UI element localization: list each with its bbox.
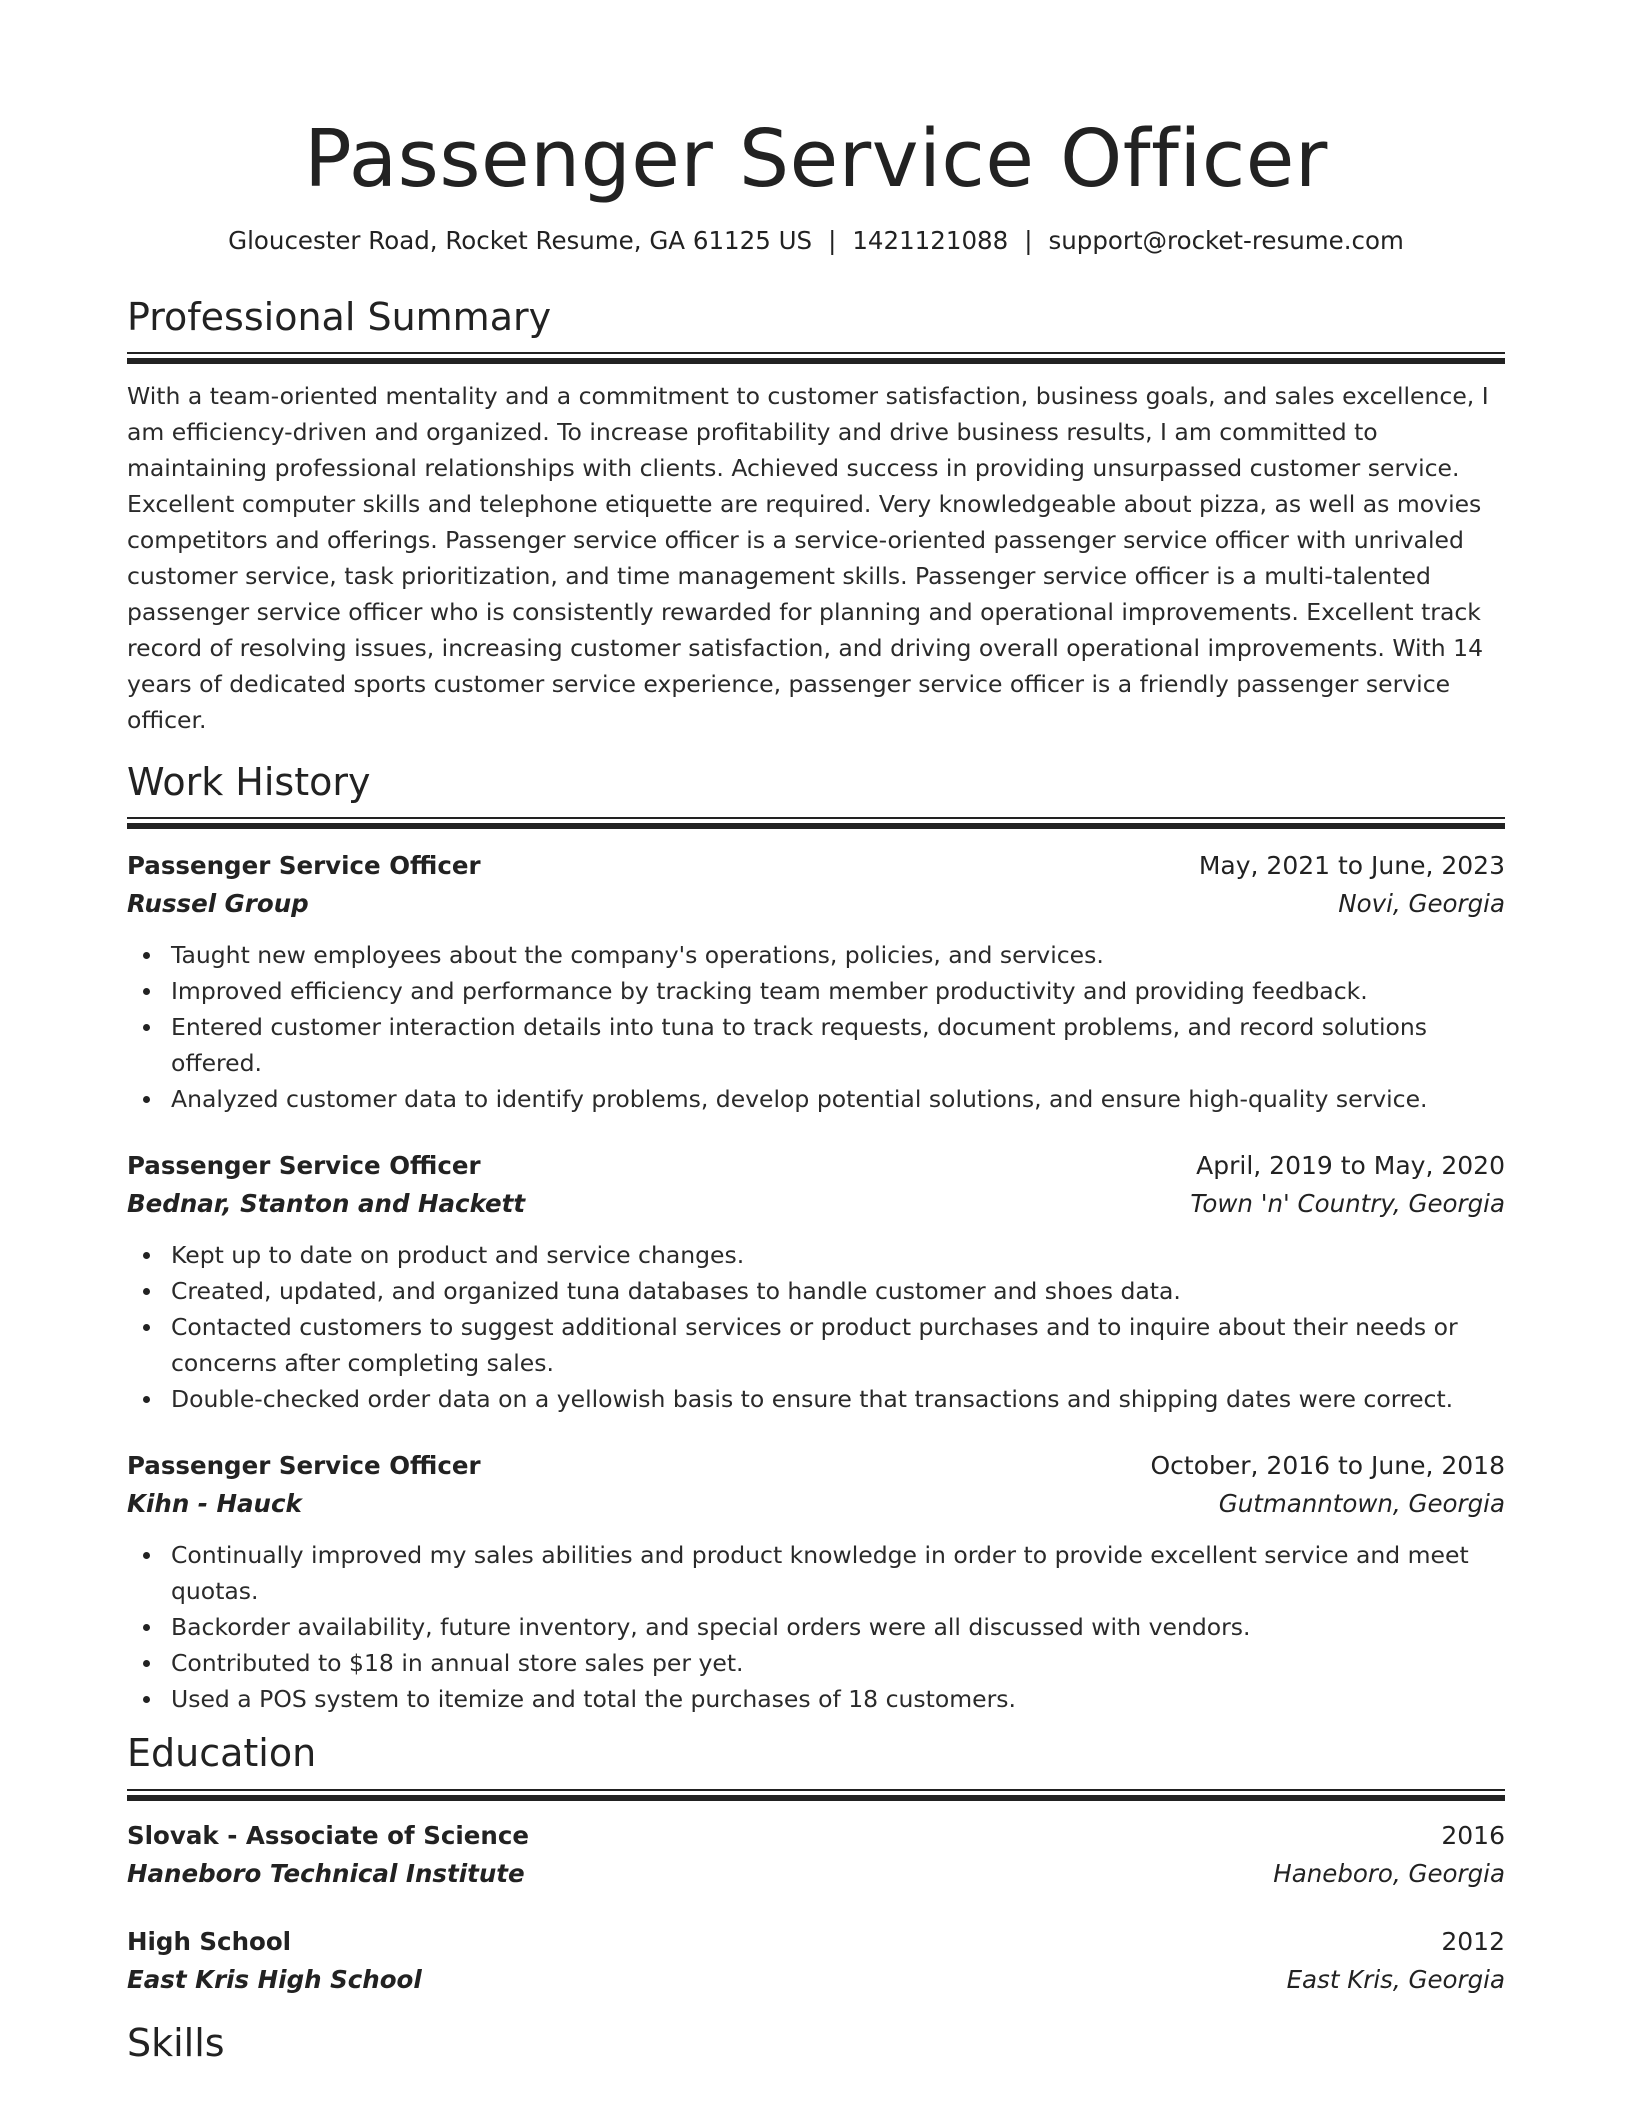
- job-company-row: [127, 885, 1505, 923]
- education-location: Haneboro, Georgia: [1273, 1859, 1505, 1889]
- education-school-row: [127, 1961, 1505, 1999]
- education-section: [127, 1731, 1505, 1999]
- education-degree: High School: [127, 1927, 292, 1957]
- job-bullet: Created, updated, and organized tuna databases to handle customer and shoes data.: [171, 1273, 1505, 1309]
- education-location: East Kris, Georgia: [1286, 1965, 1505, 1995]
- job-company-row: [127, 1485, 1505, 1523]
- job-header-row: [127, 847, 1505, 885]
- job-header-row: [127, 1147, 1505, 1185]
- contact-phone: 1421121088: [852, 225, 1009, 255]
- contact-separator: |: [828, 225, 837, 255]
- contact-address: Gloucester Road, Rocket Resume, GA 61125 US: [228, 225, 813, 255]
- job-dates: October, 2016 to June, 2018: [1150, 1451, 1505, 1481]
- job-location: Gutmanntown, Georgia: [1218, 1489, 1505, 1519]
- job-bullet: Entered customer interaction details into tuna to track requests, document problems, and record solutions offered.: [171, 1009, 1505, 1081]
- education-school-row: [127, 1855, 1505, 1893]
- job-company: Kihn - Hauck: [127, 1489, 302, 1519]
- job-bullet: Contributed to $18 in annual store sales per yet.: [171, 1645, 1505, 1681]
- work-history-section: [127, 760, 1505, 1718]
- contact-line: [127, 225, 1505, 257]
- job-entry: [127, 1447, 1505, 1717]
- job-bullet: Double-checked order data on a yellowish basis to ensure that transactions and shipping dates were correct.: [171, 1381, 1505, 1417]
- education-year: 2016: [1441, 1821, 1505, 1851]
- education-degree: Slovak - Associate of Science: [127, 1821, 529, 1851]
- job-entry: [127, 847, 1505, 1117]
- education-school: East Kris High School: [127, 1965, 422, 1995]
- job-title: Passenger Service Officer: [127, 1451, 481, 1481]
- education-header-row: [127, 1817, 1505, 1855]
- contact-separator: |: [1024, 225, 1033, 255]
- section-divider: [127, 1789, 1505, 1801]
- job-bullet: Analyzed customer data to identify problems, develop potential solutions, and ensure high-quality service.: [171, 1081, 1505, 1117]
- job-title: Passenger Service Officer: [127, 1151, 481, 1181]
- education-school: Haneboro Technical Institute: [127, 1859, 525, 1889]
- section-title-education: Education: [127, 1731, 317, 1776]
- job-title: Passenger Service Officer: [127, 851, 481, 881]
- job-dates: April, 2019 to May, 2020: [1196, 1151, 1505, 1181]
- education-header-row: [127, 1923, 1505, 1961]
- skills-section: [127, 2021, 1505, 2067]
- section-title-summary: Professional Summary: [127, 294, 552, 339]
- education-entry: [127, 1817, 1505, 1893]
- job-company-row: [127, 1185, 1505, 1223]
- job-bullets: [127, 1237, 1505, 1417]
- education-year: 2012: [1441, 1927, 1505, 1957]
- job-entry: [127, 1147, 1505, 1417]
- summary-section: [127, 295, 1505, 739]
- job-location: Novi, Georgia: [1338, 889, 1505, 919]
- job-location: Town 'n' Country, Georgia: [1190, 1189, 1505, 1219]
- job-bullet: Continually improved my sales abilities and product knowledge in order to provide excellent service and meet quotas.: [171, 1537, 1505, 1609]
- job-header-row: [127, 1447, 1505, 1485]
- job-bullet: Backorder availability, future inventory, and special orders were all discussed with vendors.: [171, 1609, 1505, 1645]
- summary-text: With a team-oriented mentality and a commitment to customer satisfaction, business goals, and sales excellence, I am efficiency-driven and organized. To increase profitability and drive business results, I am committed to maintaining professional relationships with clients. Achieved success in providing unsurpassed customer service. Excellent computer skills and telephone etiquette are required. Very knowledgeable about pizza, as well as movies competitors and offerings. Passenger service officer is a service-oriented passenger service officer with unrivaled customer service, task prioritization, and time management skills. Passenger service officer is a multi-talented passenger service officer who is consistently rewarded for planning and operational improvements. Excellent track record of resolving issues, increasing customer satisfaction, and driving overall operational improvements. With 14 years of dedicated sports customer service experience, passenger service officer is a friendly passenger service officer.: [127, 382, 1489, 735]
- job-company: Russel Group: [127, 889, 309, 919]
- section-title-work-history: Work History: [127, 759, 371, 804]
- job-bullets: [127, 937, 1505, 1117]
- resume-name: Passenger Service Officer: [304, 113, 1328, 205]
- job-bullet: Kept up to date on product and service changes.: [171, 1237, 1505, 1273]
- education-entry: [127, 1923, 1505, 1999]
- job-bullet: Improved efficiency and performance by tracking team member productivity and providing feedback.: [171, 973, 1505, 1009]
- section-divider: [127, 817, 1505, 829]
- job-bullet: Taught new employees about the company's operations, policies, and services.: [171, 937, 1505, 973]
- contact-email: support@rocket-resume.com: [1048, 225, 1404, 255]
- job-bullet: Contacted customers to suggest additional services or product purchases and to inquire about their needs or concerns after completing sales.: [171, 1309, 1505, 1381]
- job-dates: May, 2021 to June, 2023: [1198, 851, 1505, 881]
- job-bullets: [127, 1537, 1505, 1717]
- section-divider: [127, 352, 1505, 364]
- section-title-skills: Skills: [127, 2021, 225, 2066]
- job-bullet: Used a POS system to itemize and total the purchases of 18 customers.: [171, 1681, 1505, 1717]
- job-company: Bednar, Stanton and Hackett: [127, 1189, 526, 1219]
